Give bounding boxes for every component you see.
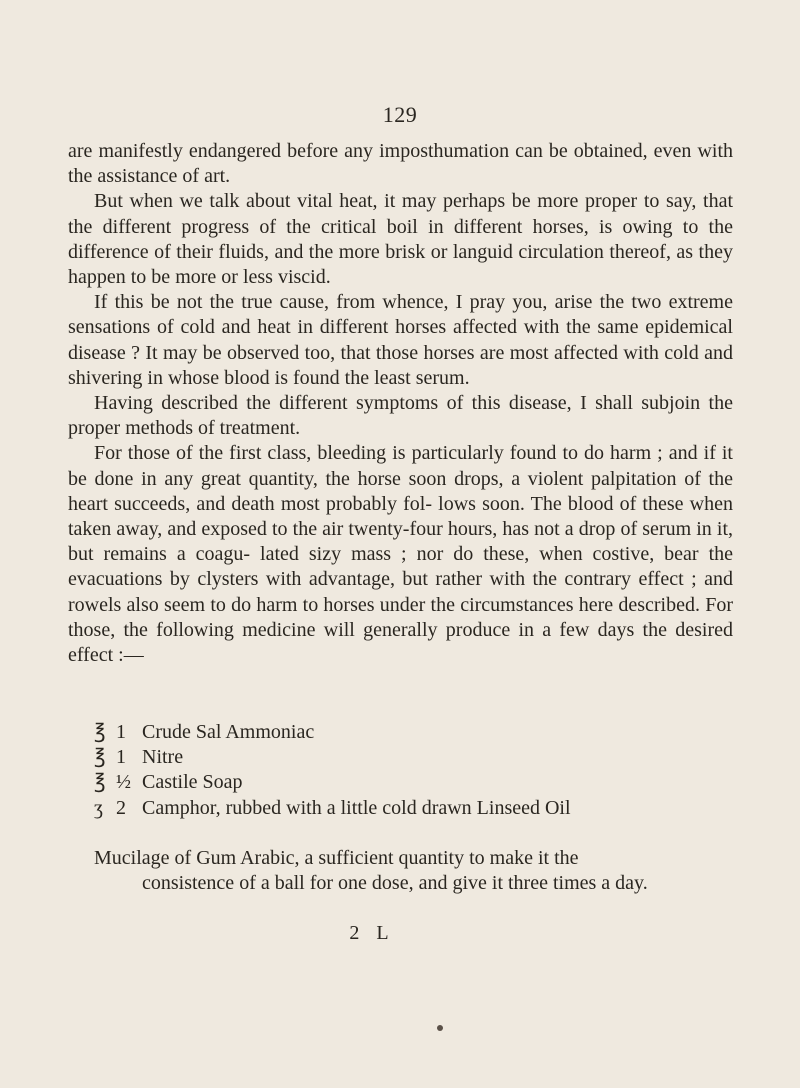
recipe-ingredient bbox=[94, 796, 654, 821]
ingredient-name: Crude Sal Ammoniac bbox=[142, 721, 315, 743]
ink-spot bbox=[437, 1025, 443, 1031]
recipe-list bbox=[94, 720, 654, 821]
ounce-symbol: ℥ bbox=[94, 771, 106, 794]
paragraph-first-class: For those of the first class, bleeding is particularly found to do harm ; and if it be done in any great quantity, the horse soon drops, a violent palpitation of the heart succeeds, and death most probably fol- lows soon. The blood of these when taken away, and exposed to the air twenty-four hours, has not a drop of serum in it, but remains a coagu- lated sizy mass ; nor do these, when costive, bear the evacuations by clysters with advantage, but rather with the contrary effect ; and rowels also seem to do harm to horses under the circumstances here described. For those, the following medicine will generally produce in a few days the desired effect :— bbox=[68, 442, 733, 667]
paragraph-treatment-intro: Having described the different symptoms of this disease, I shall subjoin the proper methods of treatment. bbox=[68, 392, 733, 440]
signature-mark: 2 L bbox=[349, 922, 395, 944]
ingredient-name: Nitre bbox=[142, 746, 184, 769]
ingredient-quantity: 2 bbox=[116, 796, 126, 819]
recipe-ingredient bbox=[94, 770, 654, 795]
ingredient-quantity: 1 bbox=[116, 721, 126, 743]
drachm-symbol: ʒ bbox=[94, 796, 103, 819]
recipe-direction: Mucilage of Gum Arabic, a sufficient quantity to make it the consistence of a ball for one dose, and give it three times a day. bbox=[94, 847, 648, 895]
paragraph-continuation: are manifestly endangered before any imposthumation can be obtained, even with the assistance of art. bbox=[68, 140, 733, 188]
ounce-symbol: ℥ bbox=[94, 721, 106, 743]
paragraph-vital-heat: But when we talk about vital heat, it may perhaps be more proper to say, that the different progress of the critical boil in different horses, is owing to the difference of their fluids, and the more brisk or languid circulation thereof, as they happen to be more or less viscid. bbox=[68, 190, 733, 289]
recipe-ingredient bbox=[94, 720, 654, 745]
paragraph-true-cause: If this be not the true cause, from whence, I pray you, arise the two extreme sensations of cold and heat in different horses affected with the same epidemical disease ? It may be observed too, that those horses are most affected with cold and shivering in whose blood is found the least serum. bbox=[68, 291, 733, 389]
ingredient-name: Camphor, rubbed with a little cold drawn Linseed Oil bbox=[142, 796, 571, 819]
ingredient-quantity: ½ bbox=[116, 771, 131, 794]
ingredient-quantity: 1 bbox=[116, 746, 126, 769]
body-text bbox=[68, 139, 733, 668]
recipe-ingredient bbox=[94, 745, 654, 770]
ingredient-name: Castile Soap bbox=[142, 771, 243, 794]
page-number: 129 bbox=[382, 102, 418, 127]
ounce-symbol: ℥ bbox=[94, 746, 106, 769]
